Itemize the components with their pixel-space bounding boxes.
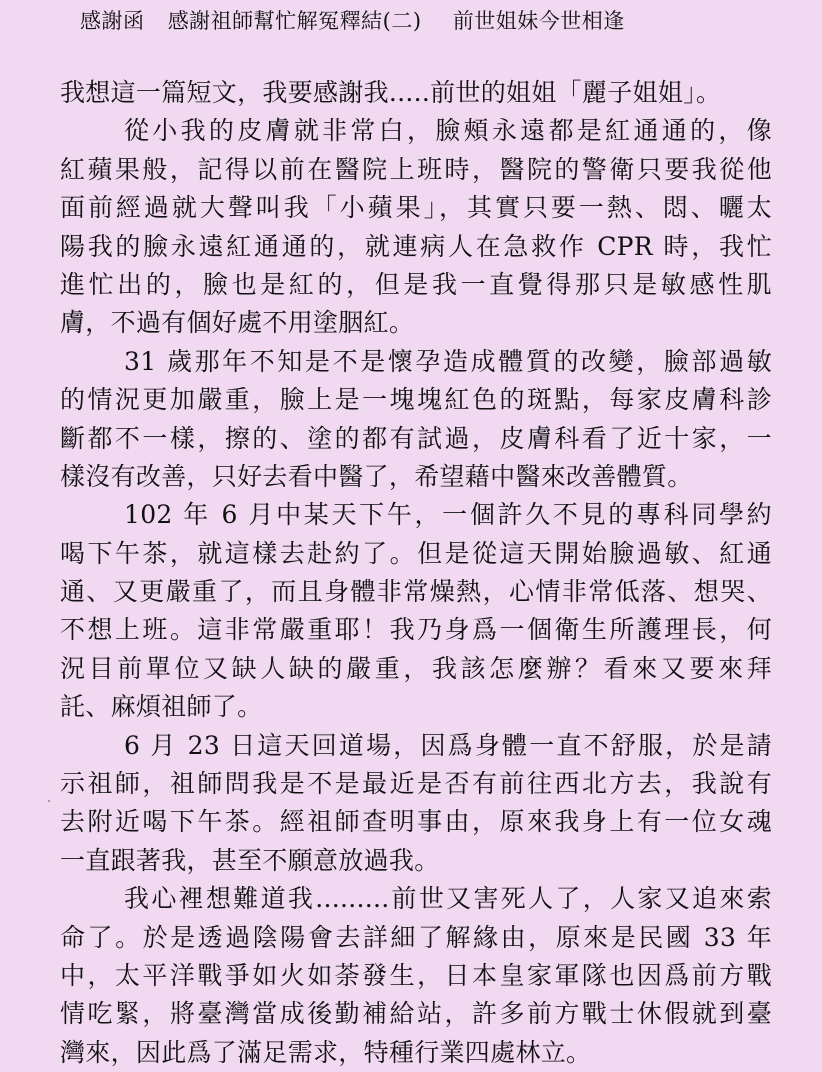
- text-line: 一直跟著我，甚至不願意放過我。: [60, 845, 440, 875]
- text-line: 灣來，因此爲了滿足需求，特種行業四處林立。: [60, 1037, 592, 1067]
- header-subtitle: 前世姐妹今世相逢: [452, 9, 625, 33]
- text-line: 託、麻煩祖師了。: [60, 692, 263, 722]
- text-line: 我心裡想難道我.........前世又害死人了，人家又追來索: [124, 884, 772, 914]
- text-line: 不想上班。這非常嚴重耶！我乃身爲一個衛生所護理長，何: [60, 615, 772, 645]
- body-text: [60, 74, 772, 1072]
- text-line: 斷都不一樣，擦的、塗的都有試過，皮膚科看了近十家，一: [60, 423, 772, 453]
- text-line: 況目前單位又缺人缺的嚴重，我該怎麼辦？看來又要來拜: [60, 653, 772, 683]
- text-line: 進忙出的，臉也是紅的，但是我一直覺得那只是敏感性肌: [60, 269, 772, 299]
- text-line: 膚，不過有個好處不用塗胭紅。: [60, 308, 415, 338]
- text-line: 示祖師，祖師問我是不是最近是否有前往西北方去，我說有: [60, 769, 772, 799]
- text-line: 的情況更加嚴重，臉上是一塊塊紅色的斑點，每家皮膚科診: [60, 385, 772, 415]
- text-line: 命了。於是透過陰陽會去詳細了解緣由，原來是民國 33 年: [60, 922, 772, 952]
- text-line: 面前經過就大聲叫我「小蘋果」，其實只要一熱、悶、曬太: [60, 193, 772, 223]
- text-line: 樣沒有改善，只好去看中醫了，希望藉中醫來改善體質。: [60, 461, 693, 491]
- text-line: 陽我的臉永遠紅通通的，就連病人在急救作 CPR 時，我忙: [60, 231, 772, 261]
- text-line: 情吃緊，將臺灣當成後勤補給站，許多前方戰士休假就到臺: [60, 999, 772, 1029]
- text-line: 31 歲那年不知是不是懷孕造成體質的改變，臉部過敏: [124, 346, 772, 376]
- text-line: 102 年 6 月中某天下午，一個許久不見的專科同學約: [124, 500, 772, 530]
- text-line: 中，太平洋戰爭如火如荼發生，日本皇家軍隊也因爲前方戰: [60, 960, 772, 990]
- header-title: 感謝祖師幫忙解冤釋結(二): [167, 9, 422, 33]
- page-header: [80, 6, 780, 36]
- scan-speck: [48, 800, 50, 802]
- text-line: 去附近喝下午茶。經祖師查明事由，原來我身上有一位女魂: [60, 807, 772, 837]
- text-line: 喝下午茶，就這樣去赴約了。但是從這天開始臉過敏、紅通: [60, 538, 772, 568]
- text-line: 紅蘋果般，記得以前在醫院上班時，醫院的警衛只要我從他: [60, 154, 772, 184]
- text-line: 6 月 23 日這天回道場，因爲身體一直不舒服，於是請: [124, 730, 772, 760]
- text-line: 通、又更嚴重了，而且身體非常燥熱，心情非常低落、想哭、: [60, 577, 772, 607]
- text-line: 我想這一篇短文，我要感謝我.....前世的姐姐「麗子姐姐」。: [60, 78, 722, 107]
- header-label: 感謝函: [80, 9, 145, 33]
- text-line: 從小我的皮膚就非常白，臉頰永遠都是紅通通的，像: [124, 116, 772, 146]
